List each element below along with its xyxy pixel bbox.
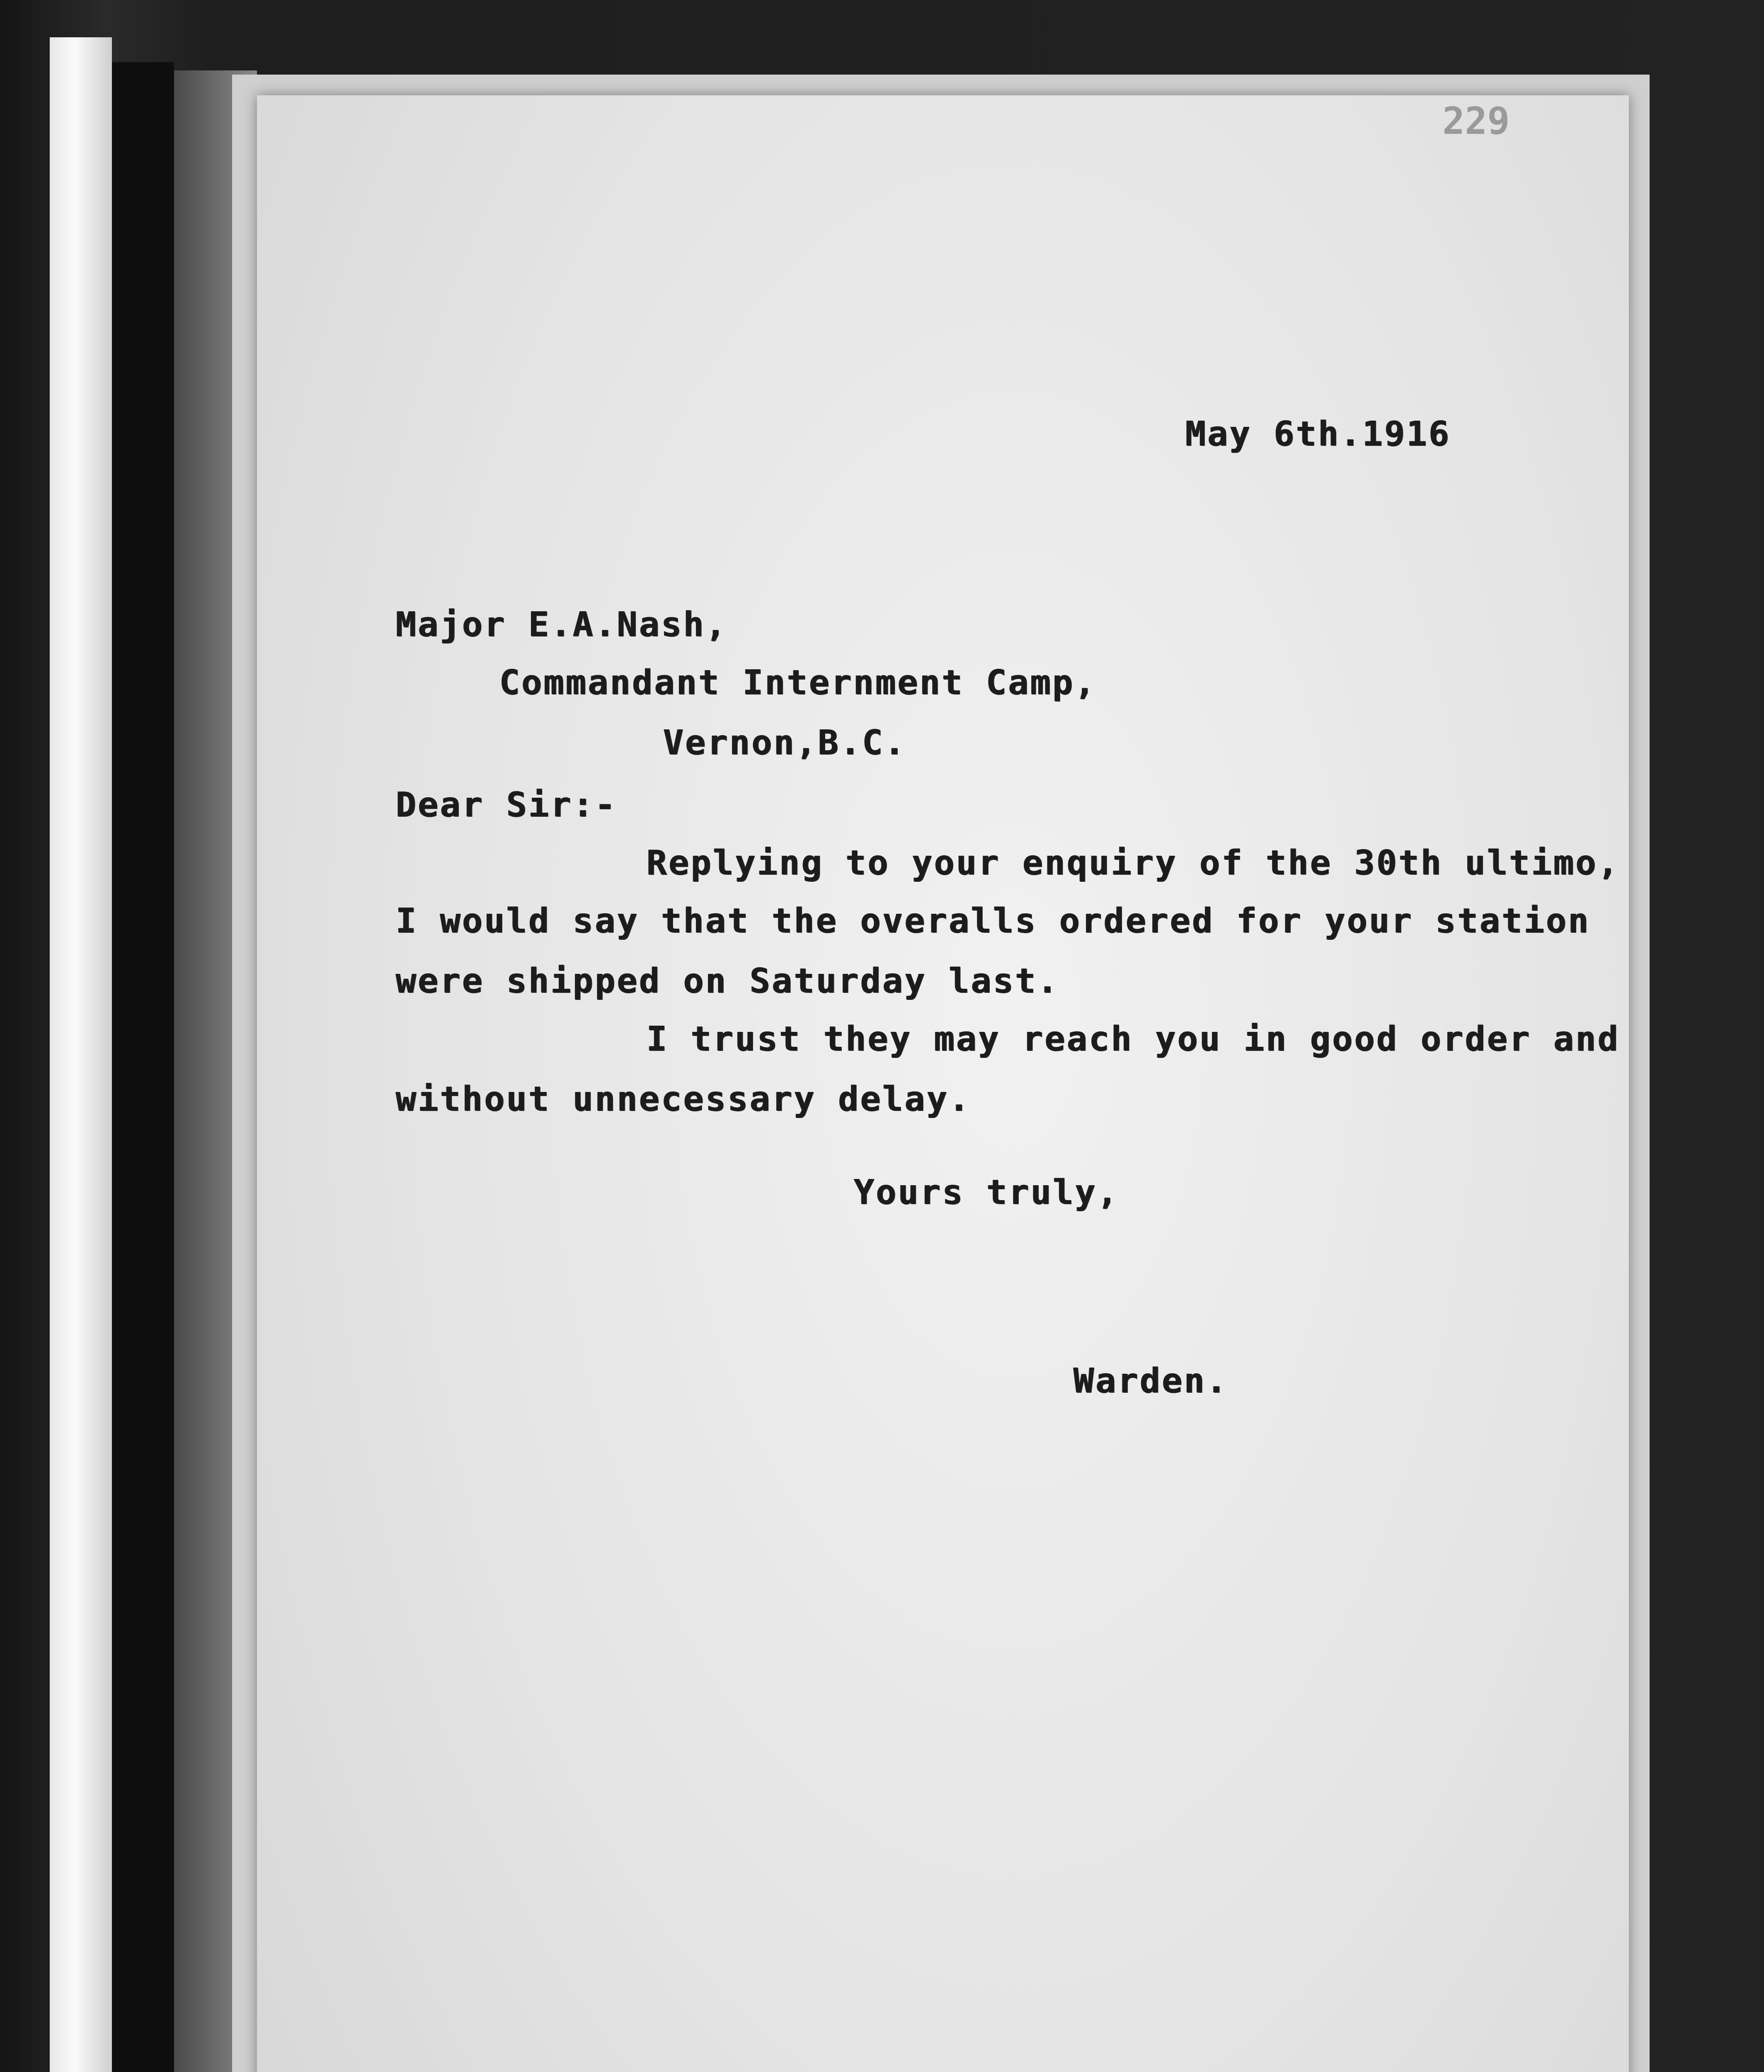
binding-strip-dark bbox=[112, 62, 174, 2072]
signature: Warden. bbox=[1073, 1361, 1228, 1401]
body-line: I trust they may reach you in good order and bbox=[647, 1019, 1620, 1059]
binding-strip-light bbox=[50, 37, 112, 2072]
body-line: without unnecessary delay. bbox=[396, 1080, 971, 1119]
recipient-title: Commandant Internment Camp, bbox=[499, 663, 1097, 702]
body-line: Replying to your enquiry of the 30th ultimo, bbox=[647, 843, 1620, 883]
salutation: Dear Sir:- bbox=[396, 785, 617, 825]
recipient-name: Major E.A.Nash, bbox=[396, 605, 728, 644]
body-line: were shipped on Saturday last. bbox=[396, 961, 1060, 1001]
page-number: 229 bbox=[1442, 99, 1510, 143]
closing: Yours truly, bbox=[854, 1173, 1119, 1212]
recipient-place: Vernon,B.C. bbox=[663, 723, 907, 762]
letter-date: May 6th.1916 bbox=[1185, 414, 1451, 454]
body-line: I would say that the overalls ordered for your station bbox=[396, 901, 1590, 941]
